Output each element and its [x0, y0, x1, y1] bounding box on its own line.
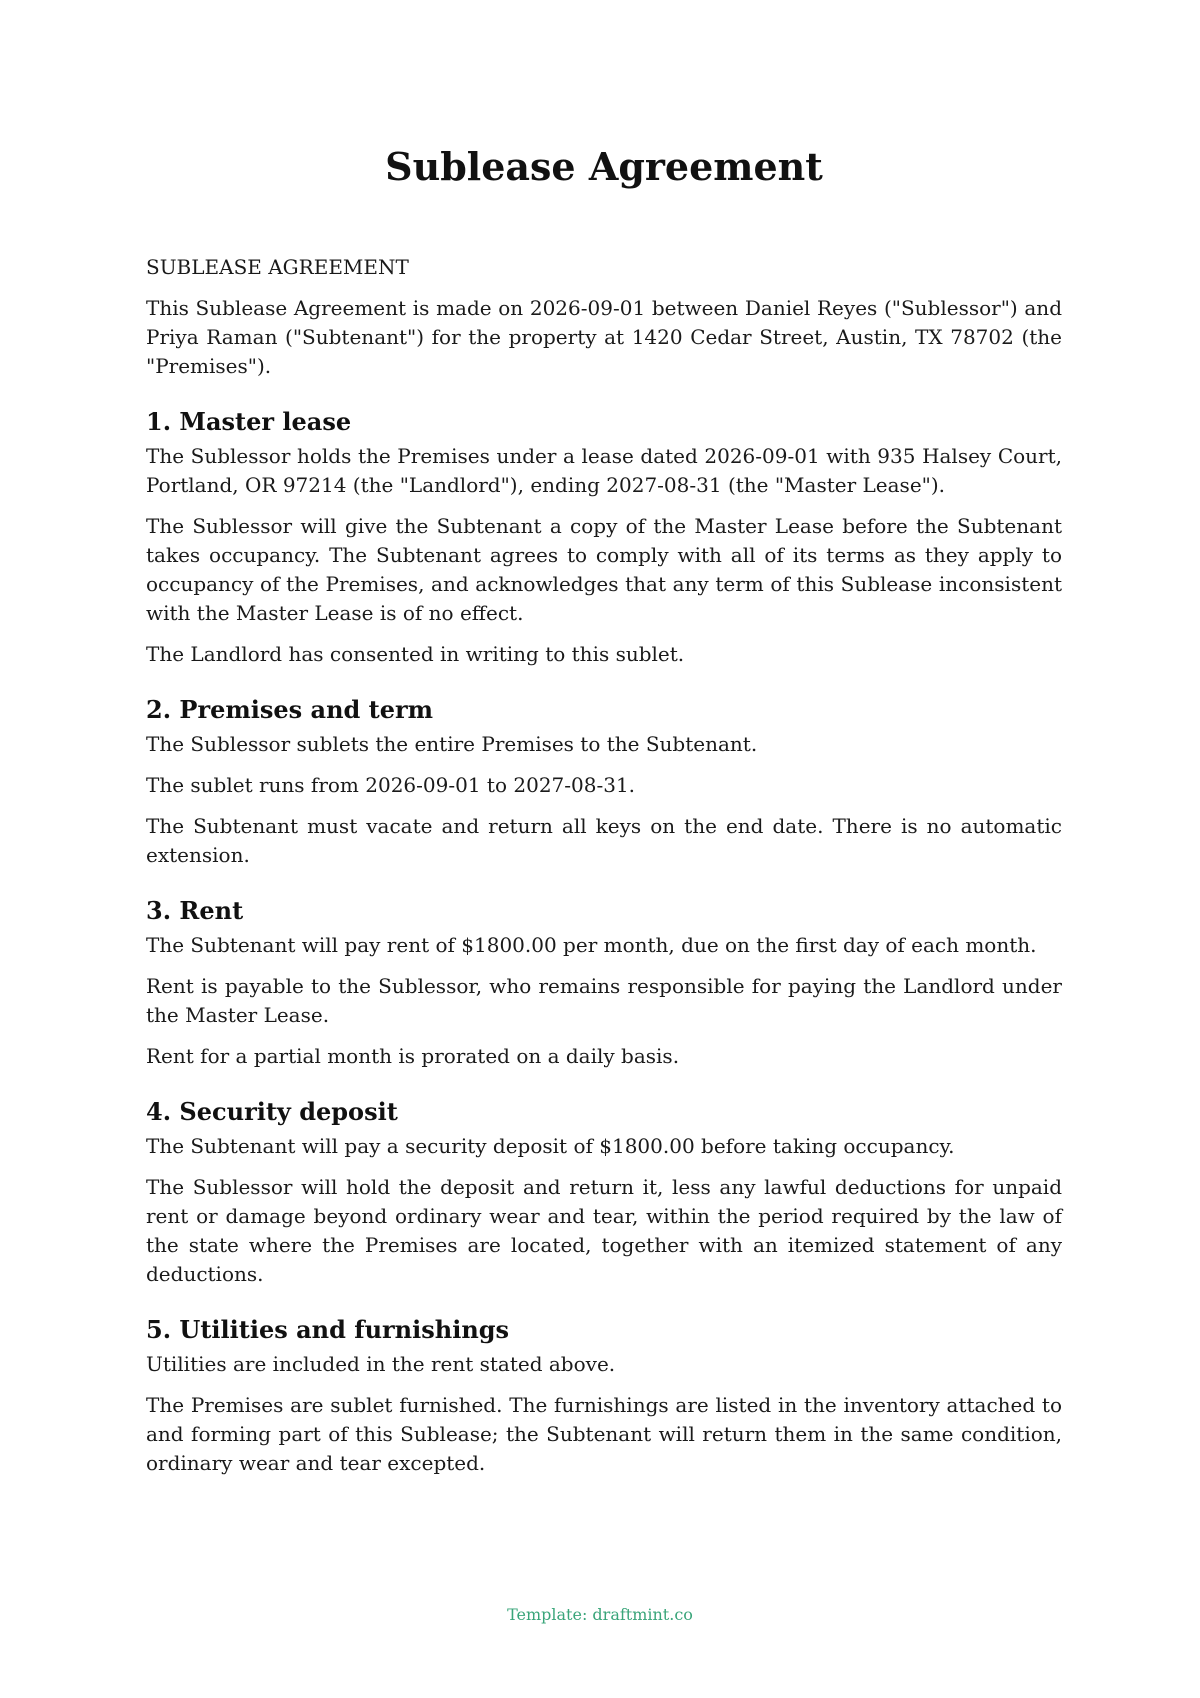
section-paragraph: The sublet runs from 2026-09-01 to 2027-08-31.	[146, 773, 636, 797]
section-paragraph: The Landlord has consented in writing to this sublet.	[146, 642, 685, 666]
section-heading: 1. Master lease	[146, 407, 352, 436]
section-paragraph: Utilities are included in the rent stated above.	[146, 1352, 616, 1376]
section-utilities-and-furnishings	[146, 1314, 1062, 1478]
section-paragraph: The Subtenant must vacate and return all keys on the end date. There is no automatic extension.	[146, 814, 1062, 867]
section-heading: 3. Rent	[146, 896, 244, 925]
template-footer: Template: draftmint.co	[507, 1605, 693, 1624]
section-master-lease	[146, 406, 1062, 669]
section-paragraph: The Sublessor holds the Premises under a lease dated 2026-09-01 with 935 Halsey Court, Portland, OR 97214 (the "Landlord"), ending 2027-08-31 (the "Master Lease").	[146, 444, 1062, 497]
document-title: Sublease Agreement	[385, 144, 823, 189]
agreement-heading-caps: SUBLEASE AGREEMENT	[146, 255, 409, 279]
section-paragraph: Rent for a partial month is prorated on a daily basis.	[146, 1044, 680, 1068]
section-paragraph: The Premises are sublet furnished. The furnishings are listed in the inventory attached to and forming part of this Sublease; the Subtenant will return them in the same condition, ordinary wear and tear excepted.	[146, 1393, 1062, 1475]
section-premises-and-term	[146, 694, 1062, 870]
intro-paragraph: This Sublease Agreement is made on 2026-09-01 between Daniel Reyes ("Sublessor") and Priya Raman ("Subtenant") for the property at 1420 Cedar Street, Austin, TX 78702 (the "Premises").	[146, 296, 1062, 378]
section-paragraph: The Sublessor sublets the entire Premises to the Subtenant.	[146, 732, 758, 756]
section-security-deposit	[146, 1096, 1062, 1289]
section-paragraph: The Sublessor will hold the deposit and return it, less any lawful deductions for unpaid rent or damage beyond ordinary wear and tear, within the period required by the law of the state where the Premises are located, together with an itemized statement of any deductions.	[146, 1175, 1062, 1286]
section-paragraph: The Subtenant will pay a security deposit of $1800.00 before taking occupancy.	[146, 1134, 955, 1158]
section-paragraph: The Subtenant will pay rent of $1800.00 per month, due on the first day of each month.	[146, 933, 1037, 957]
section-heading: 2. Premises and term	[146, 695, 434, 724]
section-paragraph: Rent is payable to the Sublessor, who remains responsible for paying the Landlord under the Master Lease.	[146, 974, 1062, 1027]
section-heading: 4. Security deposit	[146, 1097, 398, 1126]
section-paragraph: The Sublessor will give the Subtenant a copy of the Master Lease before the Subtenant takes occupancy. The Subtenant agrees to comply with all of its terms as they apply to occupancy of the Premises, and acknowledges that any term of this Sublease inconsistent with the Master Lease is of no effect.	[146, 514, 1062, 625]
section-rent	[146, 895, 1062, 1071]
section-heading: 5. Utilities and furnishings	[146, 1315, 510, 1344]
document-page	[146, 0, 1062, 1478]
